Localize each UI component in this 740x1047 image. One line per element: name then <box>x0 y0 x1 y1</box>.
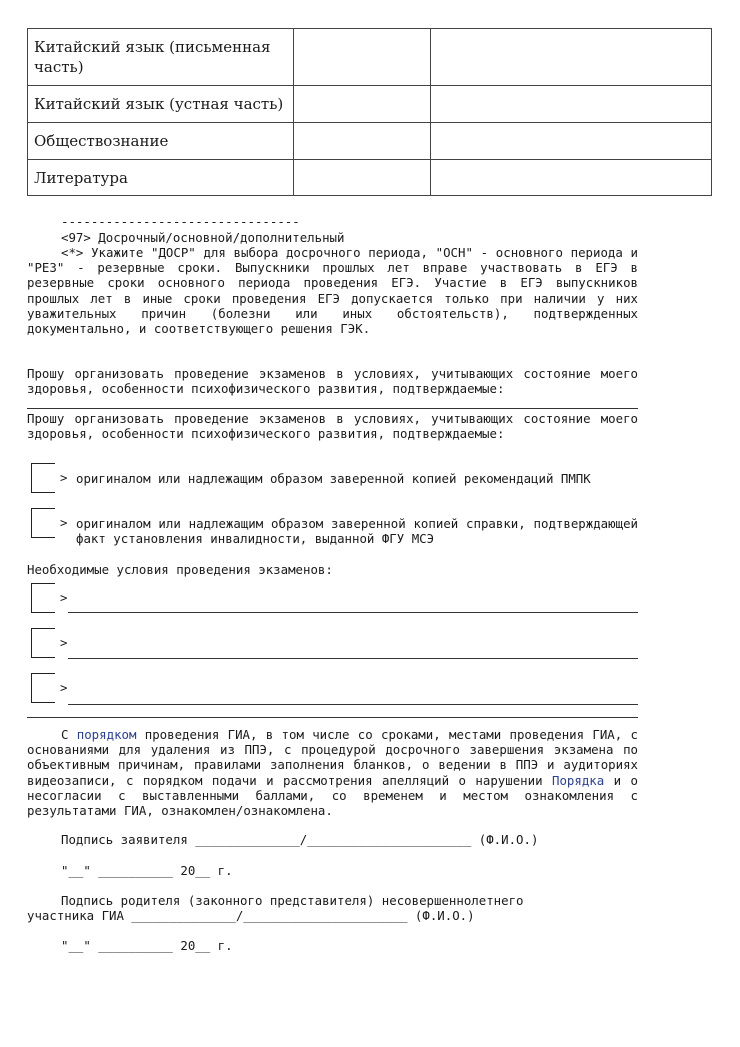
empty-cell[interactable] <box>294 29 431 86</box>
subject-cell <box>28 29 294 86</box>
signature-date-1: "__" __________ 20__ г. <box>61 863 233 878</box>
empty-cell[interactable] <box>294 160 431 196</box>
option-mse-label: оригиналом или надлежащим образом заверенной копией справки, подтверждающей факт установления инвалидности, выданной ФГУ МСЭ <box>76 516 638 547</box>
condition-input-1[interactable] <box>68 612 638 613</box>
signature-date-2: "__" __________ 20__ г. <box>61 938 233 953</box>
arrow-icon: > <box>60 470 68 485</box>
subject-name: Литература <box>34 168 128 187</box>
consent-paragraph <box>27 727 638 818</box>
consent-part-1: проведения ГИА, в том числе со сроками, местами проведения ГИА, с основаниями для удаления из ППЭ, с процедурой досрочного завершения экзамена по объективным причинам, правилами заполнения бланков, о ведении в ППЭ и аудиториях видеозаписи, с порядком подачи и рассмотрения апелляций о нарушении <box>27 727 638 788</box>
divider <box>27 717 638 718</box>
parent-signature-line2: участника ГИА ______________/______________________ (Ф.И.О.) <box>27 908 475 923</box>
request-text-1: Прошу организовать проведение экзаменов в условиях, учитывающих состояние моего здоровья, особенности психофизического развития, подтверждаемые: <box>27 366 638 397</box>
consent-prefix: С <box>61 727 69 742</box>
empty-cell[interactable] <box>294 123 431 160</box>
arrow-icon: > <box>60 590 68 605</box>
condition-checkbox-3[interactable] <box>31 673 55 703</box>
footnote-star: <*> Укажите "ДОСР" для выбора досрочного периода, "ОСН" - основного периода и "РЕЗ" - резервные сроки. Выпускники прошлых лет вправе участвовать в ЕГЭ в резервные сроки основного периода проведения ЕГЭ. Участие в ЕГЭ выпускников прошлых лет в иные сроки проведения ЕГЭ допускается только при наличии у них уважительных причин (болезни или иных обстоятельств), подтвержденных документально, и соответствующего решения ГЭК. <box>27 245 638 337</box>
empty-cell[interactable] <box>431 86 712 123</box>
subject-name: Китайский язык (устная часть) <box>34 95 284 113</box>
divider <box>27 408 638 409</box>
table-row <box>28 29 712 86</box>
subject-name: Обществознание <box>34 132 169 150</box>
consent-part-2: и о несогласии с выставленными баллами, со временем и местом ознакомления с результатами ГИА, ознакомлен/ознакомлена. <box>27 772 638 819</box>
procedure-link[interactable]: порядком <box>76 727 137 742</box>
conditions-label: Необходимые условия проведения экзаменов: <box>27 562 333 577</box>
empty-cell[interactable] <box>431 160 712 196</box>
mse-checkbox[interactable] <box>31 508 55 538</box>
procedure-link-2[interactable]: Порядка <box>551 772 605 788</box>
footnote-97: <97> Досрочный/основной/дополнительный <box>61 230 345 245</box>
subject-cell <box>28 160 294 196</box>
subject-cell <box>28 86 294 123</box>
parent-signature-line1: Подпись родителя (законного представителя) несовершеннолетнего <box>61 893 524 908</box>
arrow-icon: > <box>60 515 68 530</box>
arrow-icon: > <box>60 635 68 650</box>
footnote-separator: -------------------------------- <box>61 214 300 229</box>
empty-cell[interactable] <box>431 29 712 86</box>
subjects-table <box>27 28 712 196</box>
option-pmpk-label: оригиналом или надлежащим образом заверенной копией рекомендаций ПМПК <box>76 471 591 486</box>
condition-input-3[interactable] <box>68 704 638 705</box>
pmpk-checkbox[interactable] <box>31 463 55 493</box>
condition-checkbox-2[interactable] <box>31 628 55 658</box>
request-text-2: Прошу организовать проведение экзаменов в условиях, учитывающих состояние моего здоровья, особенности психофизического развития, подтверждаемые: <box>27 411 638 442</box>
table-row <box>28 160 712 196</box>
condition-input-2[interactable] <box>68 658 638 659</box>
subject-cell <box>28 123 294 160</box>
condition-checkbox-1[interactable] <box>31 583 55 613</box>
subject-name: Китайский язык (письменная часть) <box>34 38 271 76</box>
applicant-signature: Подпись заявителя ______________/______________________ (Ф.И.О.) <box>61 832 539 847</box>
empty-cell[interactable] <box>431 123 712 160</box>
table-row <box>28 123 712 160</box>
arrow-icon: > <box>60 680 68 695</box>
table-row <box>28 86 712 123</box>
empty-cell[interactable] <box>294 86 431 123</box>
